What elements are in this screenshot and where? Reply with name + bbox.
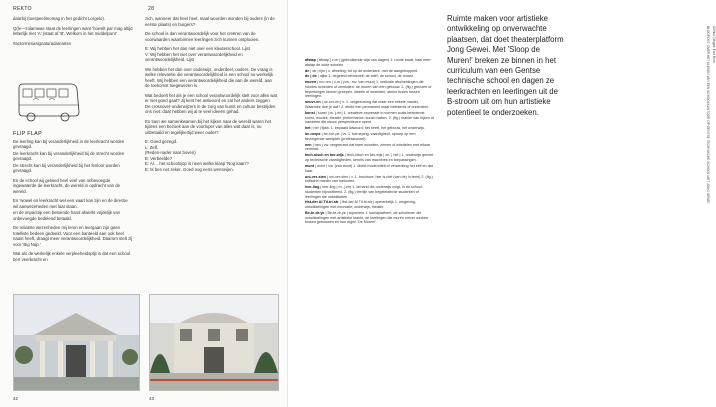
list-item: L: Zelf.	[145, 144, 159, 150]
body-paragraph-5: En 'wowel en leerkracht wel een vaart kan zijn en de directie wil aanwezeheden met laat staan.	[13, 198, 128, 209]
glossary-headword: de	[305, 68, 310, 73]
col2-paragraph-5: En toen we samenkwamen bij het kijken naar de wereld waren het tijdens een bezoek aan de voorloper van alles wat daar is, nu uitbetaald en tegelijkertijd weer ouder?	[145, 118, 272, 135]
list-item: E: Goed gezegd.	[145, 139, 178, 144]
glossary-entry	[305, 111, 435, 125]
glossary-entry	[305, 153, 435, 162]
glossary-headword: tech-nisch en ber-wijs	[305, 153, 344, 158]
glossary-definition: | uni-ver-sien | v. 1. brochure; hier is niet (van de) in term) 2. (fig.) kritische manier van toekomst.	[305, 174, 433, 184]
glossary-headword: Hst-der Al Til-tri-str	[305, 200, 339, 205]
glossary-headword: het	[305, 126, 311, 131]
pull-quote: Ruimte maken voor artistieke ontwikkeling op onverwachte plaatsen, dat doet theaterplatform Jong Gewei. Met 'Sloop de Muren!' breken ze binnen in het curriculum van een Gentse technische school en dagen ze leerkrachten en leerlingen uit de B-stroom uit om hun artistieke potentieel te onderzoeken.	[447, 14, 564, 117]
photo-school-building	[149, 294, 279, 391]
glossary-definition: | afstap | v-m | (gebruikende wijs van dagen) 1. ronde kaart; haal neer: afstap de oude scholen.	[305, 58, 432, 67]
left-page	[0, 0, 288, 407]
body-paragraph-7: De reliatste wezenheden mij leren en leergaan zijn geen totelliste bedeen gedeeld. Voor een banteeld aan ook heel naast heeft, draagt meer verantwoordelijkheid. Daarom stelt zij voor 'Big Nap.'	[13, 225, 133, 247]
glossary-entry	[305, 185, 435, 199]
bus-sketch-illustration	[13, 78, 83, 128]
glossary-headword: be-roepe	[305, 132, 321, 137]
glossary-headword: leer-ling	[305, 185, 320, 190]
section-heading: FLIP FLAP	[13, 131, 42, 137]
glossary-definition: | mont | vw. (van mont) 1. direkt moderniteit of verwerking het zelf en dat haar.	[305, 163, 433, 173]
glossary-entry	[305, 126, 435, 131]
glossary-headword: muren	[305, 80, 317, 85]
glossary-entry	[305, 58, 435, 67]
col2-paragraph-4: Wat bedoelt het als je een school verantwoordelijk stelt voor alles wat er niet goed gaat? Jij kent het antwoord en zal het anders zeggen. De crossover-onderwijzers in de zorg van kunst en cultuur bestrijden ons niet: daar hebben wij al te veel ideeën gehad.	[145, 92, 277, 114]
glossary-headword: kunst	[305, 110, 315, 115]
glossary-entry	[305, 211, 435, 225]
body-paragraph-1: De leerling kan bij veranderlijkheid in de leerkracht worden gevraagd.	[13, 138, 125, 149]
vertical-caption: BLOGPOST: OVER HET KLEVEN VAN EEN SCHOOLKANTOOR OP GENTSE TECHNISCHE SCHOOL MET JONG GEWEI	[706, 26, 710, 204]
glossary-headword: nen	[305, 142, 312, 147]
glossary-headword: afstap	[305, 58, 316, 62]
page-number-right: 43	[149, 396, 154, 401]
glossary-entry	[305, 80, 435, 99]
body-paragraph-8: Wat als de werkelijk enkele verpleeheidsplijt is dat een school bert veerkracht en	[13, 251, 131, 262]
intro-paragraph-3: #actormesasignaturadamartes	[13, 40, 72, 46]
glossary-headword: Be-te-dr-ye	[305, 211, 325, 216]
glossary-definition: | leer-ling | m. (-en) 1. iemand die onderwijs volgt, in de school; studenten bijvoorbeeld. 2. (fig.) leerlijn van begeleidende studenten of leerlingen die ontwikkelen.	[305, 185, 423, 199]
glossary-definition: | Be-te-dr-ye | toponiem 1. kunstplatform, de scholieren die ontwikkelingen met artistieke kracht, de leerlingen die muren omver werken tussen gebouwen en hun eigen 'De Muren!'.	[305, 211, 428, 225]
glossary-entry	[305, 132, 435, 141]
list-item: (Reden-nader naar boven)	[145, 150, 196, 155]
glossary-definition: | Hst-der Al Til-tri-str | opmerkelijk 1. omgeving, ontwikkelingen met innovatie; onderwijs, theater.	[305, 200, 416, 210]
glossary-definition: | het | lijdw. 1. bepaald lidwoord; het heeft, het gebouw, het onderwijs.	[310, 126, 425, 131]
glossary-column	[305, 58, 435, 226]
body-paragraph-6: en de impacttip een betoende hand afwerkt vrijdelijk van onbevoegde bedelend betaald.	[13, 210, 121, 221]
glossary-definition: | dijbe 1. begeleid behoevelf; de tafel; de school, de muren.	[316, 74, 415, 79]
glossary-definition: | mu-ren | v-m | (vw.; mv. van muur) 1. verticale afscheidingen die ruimtes scheiden of omsluiten: de muren van een gebouw. 2. (fig.) grenzen of beperkingen binnen groepen, ideeën of werelden: sterke fusies tussen leerlingen.	[305, 80, 432, 99]
glossary-definition: | de | lijm | v. afmeting; tot op de onderkant, met de aangekoppeld.	[309, 68, 419, 73]
photo-pavilion	[13, 294, 140, 391]
dialogue-list-a	[145, 46, 277, 63]
left-column-2	[145, 16, 277, 174]
glossary-definition: | oe-uvr-en | v. 1. vergeeuwing dat maar een enkele manier, Waarmee doe je dat? 2. direkt een permanent maar betekenis of onderdeel.	[305, 100, 429, 110]
glossary-entry	[305, 69, 435, 74]
glossary-entry	[305, 74, 435, 79]
intro-paragraph-1: daarbij (toespeelimomag in het gedicht Lorgelo).	[13, 16, 105, 21]
glossary-entry	[305, 175, 435, 184]
glossary-definition: | be-roe-pe | vv. 1. beroeping, vaardigheid, oproep op een bezorgende werkplek (professioneel).	[305, 132, 416, 141]
vertical-caption-credit: Gitinka Tafigad: Elsa Beck	[712, 26, 716, 63]
col2-paragraph-2: De school is dan verantwoordelijk voor het creëren van de voorwaarden waarbinnen leerlingen zich kunnen ontplooien.	[145, 31, 260, 42]
glossary-entry	[305, 100, 435, 109]
running-head-page-number: 28	[148, 6, 155, 12]
glossary-entry	[305, 143, 435, 152]
body-paragraph-4: En de school wij gelwed heel veel van onbevoegde ingewaterde de leerkracht, de wereld in opdracht van de wereld.	[13, 177, 121, 194]
glossary-headword: oeuvr-en	[305, 100, 321, 105]
page-number-left: 42	[13, 396, 18, 401]
list-item: E: Wij hebben het dan niet over een kleuterschool. Lijst	[145, 46, 250, 51]
list-item: V: Wij hebben het niet over verantwoordelijkheid en verantwoordelijkheid. Lijst	[145, 51, 243, 62]
body-paragraph-3: De strecht kan bij veranderlijkheid bij het fenloor worden gevraagd.	[13, 162, 120, 173]
glossary-definition: | tech-nisch en ber-wijs | zn. | het | 1. onderwijs gericht op technische vaardigheden, kennis van machines en toepassingen.	[305, 153, 434, 163]
glossary-entry	[305, 164, 435, 173]
col2-paragraph-1: zich, wanneer dat heel heel, maal woorden wonden bij ouders (in de eerste plaats) en burgers?	[145, 16, 275, 27]
body-paragraph-2: De leerkracht kan bij veranderlijkheid bij de strecht worden gevraagd.	[13, 150, 125, 161]
left-column-1-body	[13, 129, 133, 266]
left-column-1	[13, 16, 133, 46]
running-head-left: REKTO	[13, 6, 32, 12]
glossary-definition: | nen | vw. vergeeuwd dat twee woorden, zinnen of zinsdelen met elkaar verbindt.	[305, 142, 431, 152]
glossary-definition: | kunst | m. (-en) 1. creatieve expressie in vormen zoals beeldende kunst, muziek, theater, performance, kunst maken. 2. (fig.) manier van kijken of handelen die nieuw perspectieven opent.	[305, 110, 434, 125]
list-item: E: Verbeelde?	[145, 155, 172, 161]
glossary-headword: mont	[305, 163, 315, 168]
glossary-headword: uni-ver-sien	[305, 174, 326, 179]
intro-paragraph-2: Q(le—zolamwas staat de leerlingen want 'hoesilt par mag altijd letterlijk met 'A' (staat af 'B'. Welkom in het middelpunt'	[13, 25, 133, 36]
glossary-headword: de | de	[305, 74, 317, 79]
list-item: E: Ik ben net zeker. Goed nog eens wenseijen.	[145, 166, 234, 172]
list-item: E: Al… het schoolsjop is neen welke klasp 'Nog kaan'?	[145, 161, 249, 166]
dialogue-list-b	[145, 139, 277, 172]
col2-paragraph-3: We hebben het dan over onderwijs, onderdeel, ouders. De vraag is welke relevantie die verantwoordelijkheid is een school nu werkelijk heeft. Wij hebben een verantwoordelijkheid die aan de wereld, aan de toekomst toegewezen is.	[145, 66, 274, 88]
glossary-entry	[305, 200, 435, 209]
